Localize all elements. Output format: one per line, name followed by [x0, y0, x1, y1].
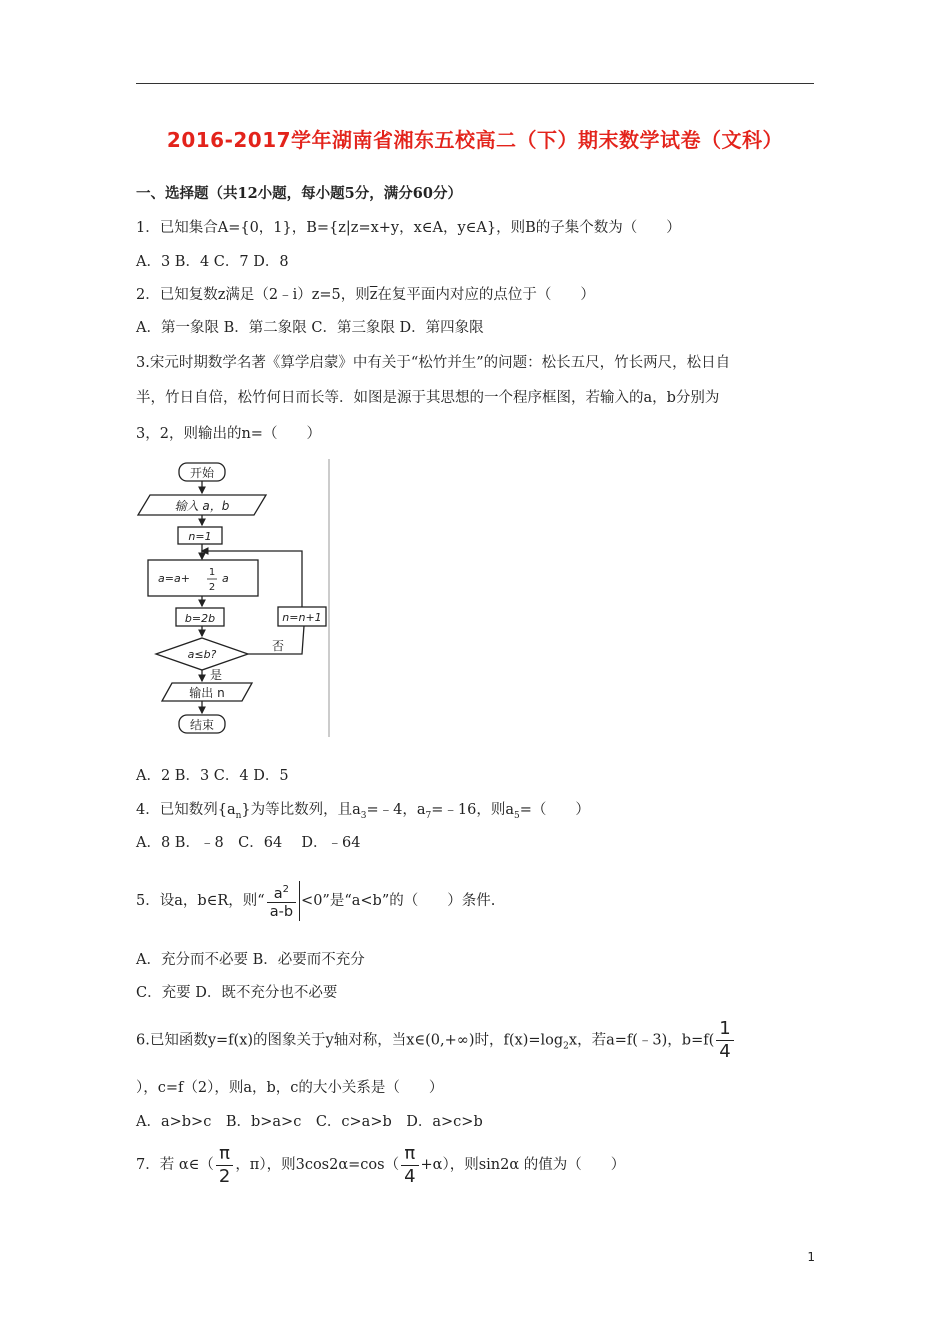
q2-pre: 2．已知复数z满足（2﹣i）z=5，则	[136, 287, 370, 303]
q4-text-e: =（ ）	[519, 802, 590, 818]
q7-num-1: π	[216, 1143, 233, 1166]
q2-post: 在复平面内对应的点位于（ ）	[377, 287, 595, 303]
q4-text-c: =﹣4，a	[366, 802, 426, 818]
q4-sub-5: 5	[514, 810, 520, 821]
question-5-options-1: A．充分而不必要 B．必要而不充分	[136, 952, 365, 968]
question-3-line3: 3，2，则输出的n=（ ）	[136, 426, 321, 442]
q4-sub-n: n	[235, 810, 242, 821]
question-5-stem	[136, 878, 495, 924]
page-title: 2016-2017学年湖南省湘东五校高二（下）期末数学试卷（文科）	[166, 128, 784, 152]
flow-increment-label: n=n+1	[282, 611, 322, 624]
question-1-options: A．3 B．4 C．7 D．8	[136, 254, 289, 270]
q7-den-1: 2	[218, 1165, 231, 1187]
flow-update-a-num: 1	[208, 567, 216, 578]
question-6-line1	[136, 1018, 736, 1068]
flow-end-label: 结束	[189, 718, 215, 732]
q4-text-b: }为等比数列，且a	[241, 802, 361, 818]
q6-fraction	[716, 1018, 733, 1063]
flow-input-label: 输入 a，b	[174, 499, 230, 513]
question-7-stem	[136, 1142, 625, 1188]
question-3-line1: 3.宋元时期数学名著《算学启蒙》中有关于“松竹并生”的问题：松长五尺，竹长两尺，松日自	[136, 355, 731, 371]
q5-num: a	[273, 885, 283, 902]
q5-bar	[299, 881, 300, 921]
q7-post: +α），则sin2α 的值为（ ）	[420, 1157, 626, 1173]
question-6-line2: ），c=f（2），则a，b，c的大小关系是（ ）	[136, 1080, 444, 1096]
q6-num: 1	[716, 1018, 733, 1041]
q5-den: a-b	[267, 902, 296, 921]
q6-den: 4	[719, 1041, 731, 1062]
flow-no-label: 否	[272, 639, 285, 653]
question-3-options: A．2 B．3 C．4 D．5	[136, 768, 289, 784]
question-3-line2: 半，竹日自倍，松竹何日而长等．如图是源于其思想的一个程序框图，若输入的a，b分别为	[136, 390, 720, 406]
question-4-options: A．8 B．﹣8 C．64 D．﹣64	[136, 835, 361, 851]
q6-text-a: 6.已知函数y=f(x)的图象关于y轴对称，当x∈(0,+∞)时，f(x)=log	[136, 1032, 564, 1049]
question-2-options: A．第一象限 B．第二象限 C．第三象限 D．第四象限	[136, 320, 484, 336]
flow-update-a-den: 2	[208, 582, 216, 593]
header-rule	[136, 83, 814, 84]
q7-pre: 7．若 α∈（	[136, 1157, 214, 1173]
q7-fraction-1	[216, 1143, 233, 1188]
q7-num-2: π	[401, 1143, 418, 1166]
section-heading: 一、选择题（共12小题，每小题5分，满分60分）	[136, 185, 462, 202]
q5-pre: 5．设a，b∈R，则“	[136, 893, 265, 909]
question-6-options: A．a>b>c B．b>a>c C．c>a>b D．a>c>b	[136, 1114, 483, 1130]
program-flowchart	[134, 455, 334, 740]
q5-fraction	[267, 881, 296, 922]
q7-den-2: 4	[404, 1165, 416, 1187]
q4-sub-7: 7	[425, 810, 432, 821]
q5-num-sup: 2	[282, 883, 290, 895]
question-1-stem: 1．已知集合A={0，1}，B={z|z=x+y，x∈A，y∈A}，则B的子集个数为（ ）	[136, 220, 681, 236]
flow-update-b-label: b=2b	[184, 612, 216, 625]
q7-mid: ，π），则3cos2α=cos（	[235, 1157, 400, 1173]
question-2-stem	[136, 285, 595, 305]
q7-fraction-2	[401, 1143, 418, 1188]
flow-start-label: 开始	[189, 466, 215, 480]
question-5-options-2: C．充要 D．既不充分也不必要	[136, 985, 338, 1001]
flow-init-label: n=1	[188, 530, 212, 543]
q6-text-b: x，若a=f(﹣3)，b=f(	[568, 1032, 715, 1049]
flow-condition-label: a≤b?	[187, 648, 217, 661]
q4-sub-3: 3	[360, 810, 367, 821]
q6-sub: 2	[563, 1041, 569, 1052]
q4-text-a: 4．已知数列{a	[136, 802, 236, 818]
q4-text-d: =﹣16，则a	[431, 802, 515, 818]
flow-update-a-post: a	[222, 572, 229, 585]
flow-update-a-pre: a=a+	[158, 572, 190, 585]
flow-yes-label: 是	[210, 668, 223, 682]
question-4-stem	[136, 800, 590, 826]
flow-output-label: 输出 n	[189, 686, 225, 700]
page-number: 1	[807, 1250, 815, 1264]
z-conjugate: $\overline{z}$	[369, 287, 378, 303]
q5-post: <0”是“a<b”的（ ）条件.	[301, 893, 496, 909]
